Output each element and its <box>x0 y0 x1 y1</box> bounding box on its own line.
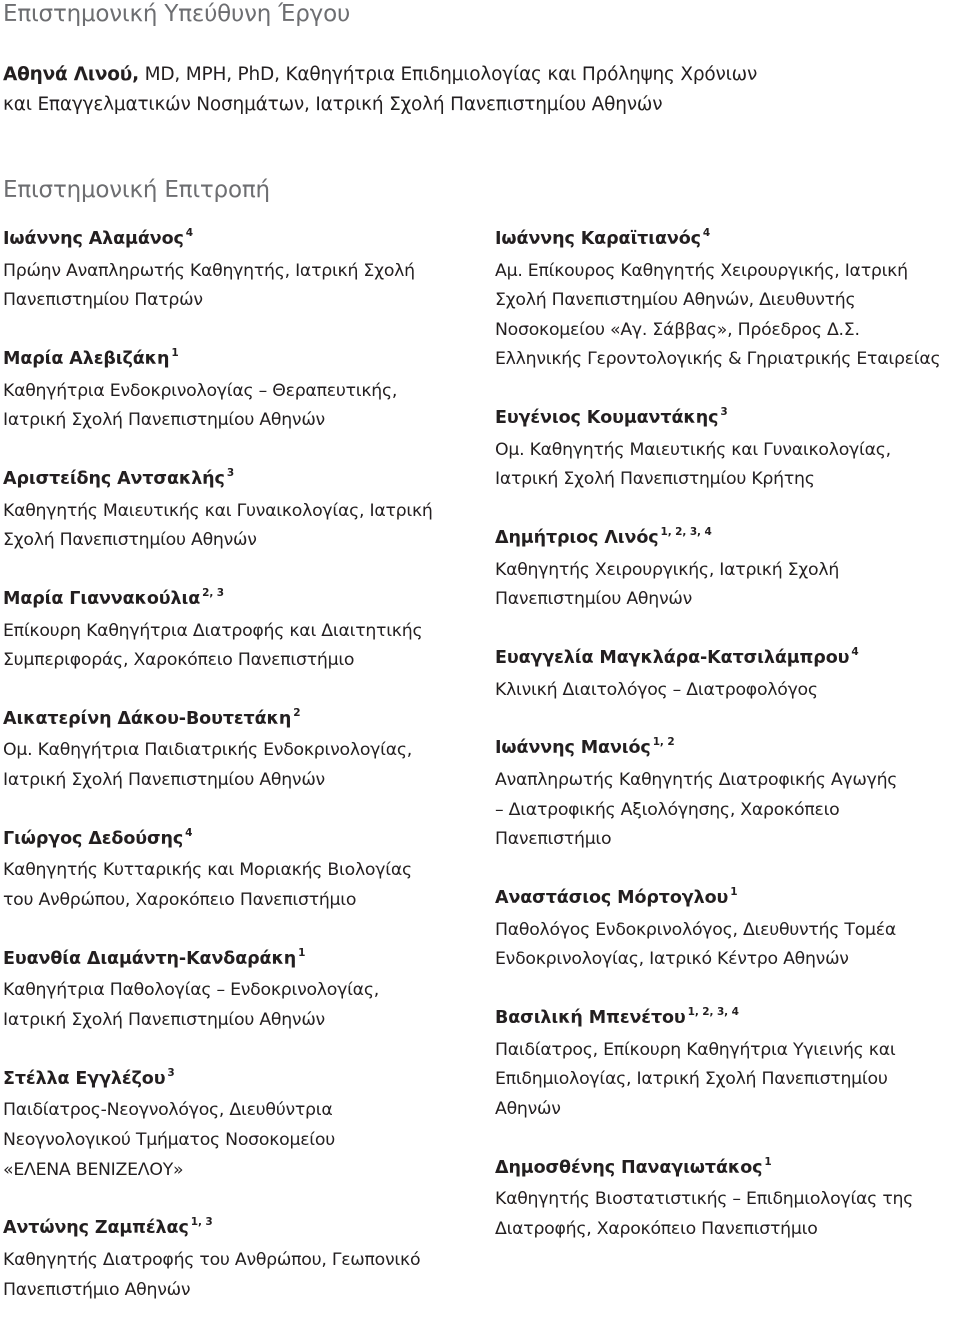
committee-heading: Επιστημονική Επιτροπή <box>3 177 270 203</box>
committee-member <box>495 884 957 975</box>
member-affiliation-line: Ιατρική Σχολή Πανεπιστημίου Αθηνών <box>3 770 325 791</box>
member-affiliation-line: Παιδίατρος-Νεογνολόγος, Διευθύντρια <box>3 1100 333 1121</box>
member-affiliation <box>495 916 957 975</box>
lead-affiliation-line: και Επαγγελματικών Νοσημάτων, Ιατρική Σχολή Πανεπιστημίου Αθηνών <box>3 94 663 115</box>
member-affiliation-line: Πανεπιστημίου Πατρών <box>3 290 203 311</box>
committee-right-column <box>495 225 957 1274</box>
member-name <box>495 225 957 257</box>
member-affiliation <box>3 856 483 915</box>
member-name <box>495 404 957 436</box>
member-affiliation-line: Επίκουρη Καθηγήτρια Διατροφής και Διαιτητικής <box>3 620 423 641</box>
member-name <box>495 1004 957 1036</box>
committee-member <box>3 1065 483 1185</box>
member-name <box>3 345 483 377</box>
member-name-text: Μαρία Αλεβιζάκη <box>3 348 170 369</box>
member-affiliation-superscript: 3 <box>226 466 235 479</box>
lead-name: Αθηνά Λινού, <box>3 64 139 85</box>
member-affiliation <box>3 617 483 676</box>
member-affiliation-line: Διατροφής, Χαροκόπειο Πανεπιστήμιο <box>495 1218 818 1239</box>
member-affiliation <box>495 257 957 375</box>
member-affiliation-superscript: 4 <box>851 646 859 659</box>
member-name-text: Αικατερίνη Δάκου-Βουτετάκη <box>3 708 292 729</box>
member-affiliation-line: Νεογνολογικού Τμήματος Νοσοκομείου <box>3 1129 335 1150</box>
member-affiliation <box>3 377 483 436</box>
member-affiliation <box>495 436 957 495</box>
member-affiliation-superscript: 4 <box>702 227 711 239</box>
member-affiliation-superscript: 3 <box>720 406 728 419</box>
member-name-text: Μαρία Γιαννακούλια <box>3 588 201 609</box>
committee-member <box>3 1214 483 1305</box>
committee-member <box>3 705 483 796</box>
member-affiliation-superscript: 1, 3 <box>190 1216 213 1229</box>
member-affiliation-line: του Ανθρώπου, Χαροκόπειο Πανεπιστήμιο <box>3 890 357 911</box>
member-affiliation <box>495 676 957 706</box>
member-name <box>495 884 957 916</box>
member-affiliation <box>3 976 483 1035</box>
member-affiliation-line: «ΕΛΕΝΑ ΒΕΝΙΖΕΛΟΥ» <box>3 1159 184 1180</box>
member-name <box>3 1214 483 1246</box>
member-affiliation-line: Ομ. Καθηγήτρια Παιδιατρικής Ενδοκρινολογίας, <box>3 740 413 761</box>
committee-member <box>495 1004 957 1124</box>
committee-member <box>3 945 483 1036</box>
member-affiliation-line: Αμ. Επίκουρος Καθηγητής Χειρουργικής, Ιατρική <box>495 260 908 281</box>
committee-member <box>3 225 483 316</box>
member-affiliation-line: Ιατρική Σχολή Πανεπιστημίου Κρήτης <box>495 469 815 490</box>
member-affiliation-line: Ομ. Καθηγητής Μαιευτικής και Γυναικολογίας, <box>495 439 891 460</box>
member-name <box>3 225 483 257</box>
member-name-text: Ευαγγελία Μαγκλάρα-Κατσιλάμπρου <box>495 648 850 669</box>
member-name <box>3 1065 483 1097</box>
member-name <box>495 734 957 766</box>
member-name <box>3 705 483 737</box>
member-affiliation-superscript: 1 <box>764 1155 772 1168</box>
lead-entry <box>3 60 958 120</box>
member-affiliation <box>3 497 483 556</box>
member-affiliation <box>3 736 483 795</box>
committee-member <box>3 585 483 676</box>
member-affiliation-line: Καθηγητής Κυτταρικής και Μοριακής Βιολογίας <box>3 860 412 881</box>
member-affiliation-line: Καθηγήτρια Ενδοκρινολογίας – Θεραπευτικής, <box>3 380 398 401</box>
member-name <box>3 585 483 617</box>
member-affiliation-superscript: 1, 2 <box>652 736 675 749</box>
member-affiliation-line: Καθηγήτρια Παθολογίας – Ενδοκρινολογίας, <box>3 980 379 1001</box>
committee-member <box>495 734 957 854</box>
member-affiliation-line: Συμπεριφοράς, Χαροκόπειο Πανεπιστήμιο <box>3 650 355 671</box>
member-affiliation-superscript: 4 <box>185 227 193 239</box>
member-name-text: Αντώνης Ζαμπέλας <box>3 1218 189 1239</box>
member-name-text: Δημοσθένης Παναγιωτάκος <box>495 1157 763 1178</box>
member-name <box>3 945 483 977</box>
member-affiliation-line: Παθολόγος Ενδοκρινολόγος, Διευθυντής Τομέα <box>495 919 897 940</box>
member-name-text: Δημήτριος Λινός <box>495 528 659 549</box>
member-affiliation-line: Επιδημιολογίας, Ιατρική Σχολή Πανεπιστημίου <box>495 1069 888 1090</box>
member-affiliation-superscript: 4 <box>185 826 193 839</box>
member-affiliation-line: Ελληνικής Γεροντολογικής & Γηριατρικής Εταιρείας <box>495 349 941 370</box>
member-affiliation-superscript: 1 <box>171 346 179 359</box>
committee-member <box>3 345 483 436</box>
member-affiliation <box>3 257 483 316</box>
member-affiliation-line: Καθηγητής Βιοστατιστικής – Επιδημιολογίας της <box>495 1189 914 1210</box>
committee-member <box>495 1154 957 1245</box>
member-affiliation-line: Νοσοκομείου «Αγ. Σάββας», Πρόεδρος Δ.Σ. <box>495 319 860 340</box>
member-affiliation <box>495 1036 957 1125</box>
member-name-text: Ιωάννης Μανιός <box>495 738 651 759</box>
member-affiliation-line: Αθηνών <box>495 1098 561 1119</box>
member-affiliation-superscript: 1, 2, 3, 4 <box>660 526 712 539</box>
member-affiliation <box>495 766 957 855</box>
member-affiliation-line: Ιατρική Σχολή Πανεπιστημίου Αθηνών <box>3 1010 325 1030</box>
member-affiliation-line: Παιδίατρος, Επίκουρη Καθηγήτρια Υγιεινής και <box>495 1039 896 1060</box>
committee-member <box>3 825 483 916</box>
member-affiliation-line: Κλινική Διαιτολόγος – Διατροφολόγος <box>495 679 818 700</box>
member-affiliation-superscript: 1 <box>730 886 738 899</box>
member-name-text: Αριστείδης Αντσακλής <box>3 468 225 489</box>
member-name-text: Ευγένιος Κουμαντάκης <box>495 408 719 429</box>
member-affiliation-line: Αναπληρωτής Καθηγητής Διατροφικής Αγωγής <box>495 770 898 791</box>
lead-line-1 <box>3 60 958 90</box>
member-name <box>3 825 483 857</box>
member-name <box>3 465 483 497</box>
member-name <box>495 524 957 556</box>
member-affiliation-line: Σχολή Πανεπιστημίου Αθηνών, Διευθυντής <box>495 290 856 311</box>
member-affiliation-line: Ενδοκρινολογίας, Ιατρικό Κέντρο Αθηνών <box>495 949 849 970</box>
member-affiliation <box>495 556 957 615</box>
member-affiliation-superscript: 1, 2, 3, 4 <box>687 1006 739 1018</box>
member-name-text: Βασιλική Μπενέτου <box>495 1008 686 1028</box>
committee-member <box>495 404 957 495</box>
committee-member <box>495 524 957 615</box>
lead-heading: Επιστημονική Υπεύθυνη Έργου <box>3 1 351 27</box>
member-affiliation-line: Πανεπιστημίου Αθηνών <box>495 589 692 610</box>
member-affiliation-superscript: 2 <box>293 706 301 719</box>
member-affiliation <box>3 1246 483 1305</box>
member-name <box>495 644 957 676</box>
member-affiliation-line: Σχολή Πανεπιστημίου Αθηνών <box>3 530 257 551</box>
member-affiliation-line: Πανεπιστήμιο <box>495 829 612 850</box>
committee-left-column <box>3 225 483 1334</box>
member-name-text: Αναστάσιος Μόρτογλου <box>495 888 729 909</box>
member-affiliation-line: Καθηγητής Μαιευτικής και Γυναικολογίας, Ιατρική <box>3 500 433 521</box>
member-affiliation-superscript: 3 <box>167 1066 175 1079</box>
member-affiliation-line: Καθηγητής Χειρουργικής, Ιατρική Σχολή <box>495 559 840 580</box>
member-name-text: Ιωάννης Καραϊτιανός <box>495 229 701 249</box>
member-affiliation-superscript: 1 <box>298 946 306 959</box>
committee-member <box>495 225 957 375</box>
member-affiliation-line: Ιατρική Σχολή Πανεπιστημίου Αθηνών <box>3 410 325 431</box>
member-name <box>495 1154 957 1186</box>
member-name-text: Γιώργος Δεδούσης <box>3 828 184 849</box>
member-affiliation-line: Καθηγητής Διατροφής του Ανθρώπου, Γεωπονικό <box>3 1249 421 1270</box>
committee-member <box>495 644 957 705</box>
committee-member <box>3 465 483 556</box>
lead-affiliation-line: MD, MPH, PhD, Καθηγήτρια Επιδημιολογίας και Πρόληψης Χρόνιων <box>138 64 758 85</box>
member-name-text: Ιωάννης Αλαμάνος <box>3 229 184 249</box>
member-affiliation-line: – Διατροφικής Αξιολόγησης, Χαροκόπειο <box>495 799 840 820</box>
member-affiliation-line: Πανεπιστήμιο Αθηνών <box>3 1279 191 1300</box>
member-affiliation <box>495 1185 957 1244</box>
member-affiliation-superscript: 2, 3 <box>202 586 225 599</box>
member-affiliation <box>3 1096 483 1185</box>
member-name-text: Στέλλα Εγγλέζου <box>3 1068 166 1089</box>
member-affiliation-line: Πρώην Αναπληρωτής Καθηγητής, Ιατρική Σχολή <box>3 260 415 281</box>
member-name-text: Ευανθία Διαμάντη-Κανδαράκη <box>3 948 297 969</box>
